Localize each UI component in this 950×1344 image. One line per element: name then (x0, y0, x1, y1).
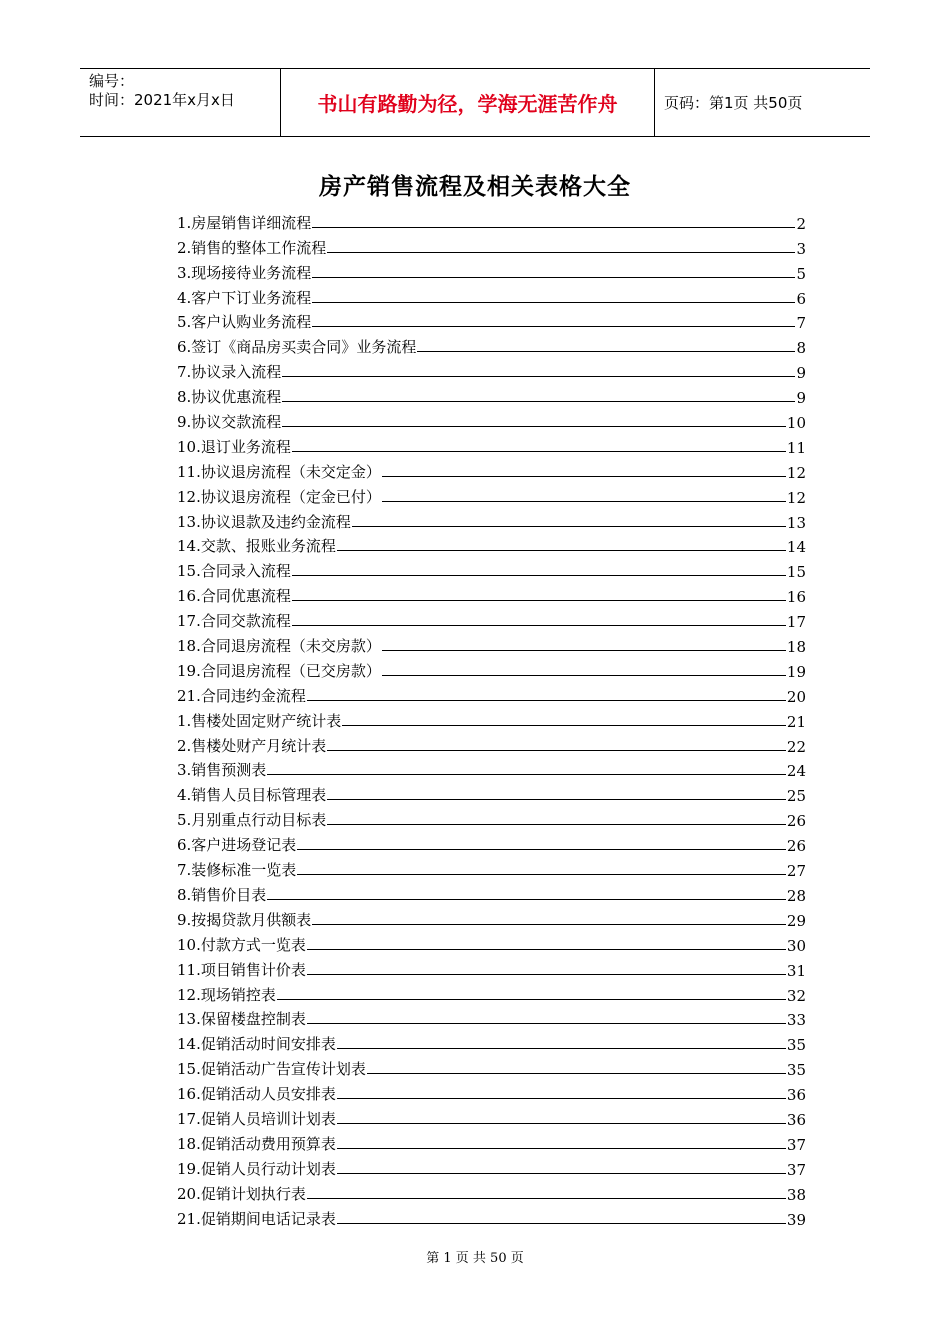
toc-entry-page: 29 (786, 911, 806, 930)
toc-entry[interactable] (177, 382, 806, 407)
toc-entry-page: 9 (796, 389, 806, 408)
toc-entry-page: 37 (786, 1160, 806, 1179)
toc-entry-label: 9.协议交款流程 (177, 413, 282, 432)
toc-entry-page: 37 (786, 1135, 806, 1154)
toc-entry-page: 16 (786, 588, 806, 607)
toc-entry[interactable] (177, 308, 806, 333)
toc-leader-line (337, 1048, 786, 1049)
toc-leader-line (297, 849, 786, 850)
toc-entry-label: 15.合同录入流程 (177, 562, 291, 581)
toc-entry-page: 13 (786, 513, 806, 532)
toc-entry-label: 17.合同交款流程 (177, 612, 291, 631)
toc-entry-label: 17.促销人员培训计划表 (177, 1109, 336, 1128)
toc-entry[interactable] (177, 681, 806, 706)
toc-entry[interactable] (177, 1054, 806, 1079)
toc-entry-page: 32 (786, 986, 806, 1005)
toc-entry-page: 36 (786, 1086, 806, 1105)
table-of-contents (177, 208, 806, 1229)
toc-entry-page: 27 (786, 862, 806, 881)
toc-leader-line (292, 625, 786, 626)
toc-entry[interactable] (177, 233, 806, 258)
toc-entry-label: 18.合同退房流程（未交房款） (177, 637, 381, 656)
toc-entry[interactable] (177, 606, 806, 631)
toc-entry-label: 7.装修标准一览表 (177, 861, 297, 880)
toc-entry-page: 8 (796, 339, 806, 358)
toc-entry-page: 24 (786, 762, 806, 781)
toc-entry-page: 28 (786, 886, 806, 905)
toc-entry-page: 11 (786, 438, 806, 457)
toc-leader-line (327, 824, 786, 825)
toc-entry-label: 7.协议录入流程 (177, 363, 282, 382)
toc-entry-page: 33 (786, 1011, 806, 1030)
toc-leader-line (367, 1073, 786, 1074)
toc-entry-label: 14.交款、报账业务流程 (177, 537, 336, 556)
toc-leader-line (307, 974, 786, 975)
header-motto: 书山有路勤为径，学海无涯苦作舟 (281, 69, 655, 136)
toc-entry-label: 20.促销计划执行表 (177, 1184, 306, 1203)
toc-leader-line (312, 227, 795, 228)
toc-leader-line (267, 899, 786, 900)
toc-entry-page: 35 (786, 1061, 806, 1080)
toc-leader-line (382, 501, 786, 502)
toc-leader-line (342, 725, 786, 726)
toc-leader-line (417, 351, 795, 352)
toc-entry[interactable] (177, 258, 806, 283)
toc-leader-line (292, 451, 786, 452)
toc-entry[interactable] (177, 332, 806, 357)
toc-leader-line (282, 426, 786, 427)
toc-entry[interactable] (177, 1104, 806, 1129)
toc-leader-line (337, 550, 786, 551)
toc-entry[interactable] (177, 1029, 806, 1054)
toc-leader-line (312, 924, 786, 925)
toc-entry[interactable] (177, 1154, 806, 1179)
toc-leader-line (352, 526, 786, 527)
toc-entry-label: 16.合同优惠流程 (177, 587, 291, 606)
toc-entry-page: 9 (796, 364, 806, 383)
toc-entry[interactable] (177, 556, 806, 581)
toc-entry-label: 2.销售的整体工作流程 (177, 238, 327, 257)
toc-leader-line (297, 874, 786, 875)
toc-entry[interactable] (177, 407, 806, 432)
toc-entry-label: 19.合同退房流程（已交房款） (177, 661, 381, 680)
toc-entry-label: 1.售楼处固定财产统计表 (177, 711, 342, 730)
toc-entry-page: 12 (786, 463, 806, 482)
toc-leader-line (327, 750, 786, 751)
toc-entry-label: 10.付款方式一览表 (177, 935, 306, 954)
toc-entry[interactable] (177, 1005, 806, 1030)
toc-entry-label: 15.促销活动广告宣传计划表 (177, 1060, 366, 1079)
toc-entry-label: 8.销售价目表 (177, 885, 267, 904)
toc-entry-page: 2 (796, 214, 806, 233)
toc-entry[interactable] (177, 631, 806, 656)
toc-entry-label: 10.退订业务流程 (177, 437, 291, 456)
toc-leader-line (382, 476, 786, 477)
toc-entry-label: 2.售楼处财产月统计表 (177, 736, 327, 755)
toc-entry-page: 6 (796, 289, 806, 308)
toc-entry-label: 5.客户认购业务流程 (177, 313, 312, 332)
page-header (80, 68, 870, 137)
toc-entry[interactable] (177, 532, 806, 557)
toc-entry[interactable] (177, 855, 806, 880)
toc-entry-label: 13.协议退款及违约金流程 (177, 512, 351, 531)
toc-leader-line (267, 774, 786, 775)
toc-entry[interactable] (177, 731, 806, 756)
toc-entry-page: 22 (786, 737, 806, 756)
toc-leader-line (327, 252, 795, 253)
toc-entry[interactable] (177, 1129, 806, 1154)
toc-entry-page: 10 (786, 414, 806, 433)
toc-entry[interactable] (177, 706, 806, 731)
toc-entry-label: 4.销售人员目标管理表 (177, 786, 327, 805)
toc-entry[interactable] (177, 805, 806, 830)
toc-leader-line (307, 949, 786, 950)
toc-entry-label: 12.协议退房流程（定金已付） (177, 487, 381, 506)
header-page-info: 页码：第1页 共50页 (664, 94, 803, 112)
toc-leader-line (382, 675, 786, 676)
toc-entry[interactable] (177, 880, 806, 905)
toc-entry[interactable] (177, 905, 806, 930)
toc-entry-label: 5.月别重点行动目标表 (177, 811, 327, 830)
toc-entry-page: 19 (786, 662, 806, 681)
toc-entry-label: 18.促销活动费用预算表 (177, 1134, 336, 1153)
number-label: 编号： (89, 72, 135, 90)
toc-entry[interactable] (177, 1179, 806, 1204)
toc-entry-page: 39 (786, 1210, 806, 1229)
toc-entry[interactable] (177, 830, 806, 855)
toc-entry-label: 3.现场接待业务流程 (177, 263, 312, 282)
toc-entry-label: 6.签订《商品房买卖合同》业务流程 (177, 338, 417, 357)
toc-leader-line (337, 1148, 786, 1149)
toc-entry-label: 11.协议退房流程（未交定金） (177, 462, 381, 481)
toc-leader-line (312, 277, 795, 278)
toc-leader-line (312, 302, 795, 303)
toc-entry[interactable] (177, 1204, 806, 1229)
toc-entry-page: 31 (786, 961, 806, 980)
toc-leader-line (277, 999, 786, 1000)
toc-entry-label: 19.促销人员行动计划表 (177, 1159, 336, 1178)
toc-entry-label: 9.按揭贷款月供额表 (177, 910, 312, 929)
toc-entry[interactable] (177, 357, 806, 382)
toc-entry-page: 21 (786, 712, 806, 731)
toc-entry[interactable] (177, 432, 806, 457)
page-footer: 第 1 页 共 50 页 (426, 1251, 524, 1266)
toc-leader-line (282, 376, 795, 377)
toc-entry[interactable] (177, 482, 806, 507)
toc-entry-page: 26 (786, 837, 806, 856)
toc-entry[interactable] (177, 283, 806, 308)
toc-entry-page: 3 (796, 239, 806, 258)
toc-leader-line (282, 401, 795, 402)
toc-entry-label: 21.合同违约金流程 (177, 686, 306, 705)
toc-entry[interactable] (177, 656, 806, 681)
toc-leader-line (327, 799, 786, 800)
document-title: 房产销售流程及相关表格大全 (319, 174, 631, 200)
toc-entry[interactable] (177, 980, 806, 1005)
toc-entry-label: 8.协议优惠流程 (177, 388, 282, 407)
toc-entry-page: 14 (786, 538, 806, 557)
toc-entry-page: 26 (786, 812, 806, 831)
toc-entry-page: 36 (786, 1110, 806, 1129)
toc-entry-page: 7 (796, 314, 806, 333)
toc-leader-line (312, 326, 795, 327)
toc-leader-line (307, 700, 786, 701)
toc-entry-page: 35 (786, 1036, 806, 1055)
header-meta (80, 69, 281, 136)
toc-leader-line (337, 1098, 786, 1099)
toc-entry-label: 4.客户下订业务流程 (177, 288, 312, 307)
toc-entry[interactable] (177, 457, 806, 482)
toc-leader-line (307, 1198, 786, 1199)
toc-leader-line (337, 1223, 786, 1224)
toc-entry-label: 21.促销期间电话记录表 (177, 1209, 336, 1228)
toc-entry[interactable] (177, 581, 806, 606)
toc-entry-label: 6.客户进场登记表 (177, 836, 297, 855)
toc-entry-label: 11.项目销售计价表 (177, 960, 306, 979)
toc-entry[interactable] (177, 780, 806, 805)
toc-entry-page: 38 (786, 1185, 806, 1204)
time-label: 时间：2021年x月x日 (89, 91, 235, 109)
toc-leader-line (292, 575, 786, 576)
toc-entry[interactable] (177, 756, 806, 781)
toc-entry[interactable] (177, 507, 806, 532)
toc-entry[interactable] (177, 208, 806, 233)
toc-entry-page: 17 (786, 613, 806, 632)
toc-entry-page: 12 (786, 488, 806, 507)
toc-leader-line (337, 1173, 786, 1174)
toc-entry-page: 25 (786, 787, 806, 806)
toc-entry-page: 30 (786, 936, 806, 955)
toc-leader-line (292, 600, 786, 601)
toc-entry[interactable] (177, 930, 806, 955)
toc-entry-page: 15 (786, 563, 806, 582)
toc-entry[interactable] (177, 1079, 806, 1104)
toc-entry-label: 1.房屋销售详细流程 (177, 213, 312, 232)
toc-entry-label: 13.保留楼盘控制表 (177, 1010, 306, 1029)
toc-entry-page: 5 (796, 264, 806, 283)
toc-entry-label: 14.促销活动时间安排表 (177, 1035, 336, 1054)
toc-entry-page: 18 (786, 638, 806, 657)
toc-entry-label: 16.促销活动人员安排表 (177, 1085, 336, 1104)
toc-leader-line (382, 650, 786, 651)
toc-entry-label: 12.现场销控表 (177, 985, 276, 1004)
toc-entry-page: 20 (786, 687, 806, 706)
toc-leader-line (337, 1123, 786, 1124)
toc-entry-label: 3.销售预测表 (177, 761, 267, 780)
toc-leader-line (307, 1023, 786, 1024)
toc-entry[interactable] (177, 955, 806, 980)
